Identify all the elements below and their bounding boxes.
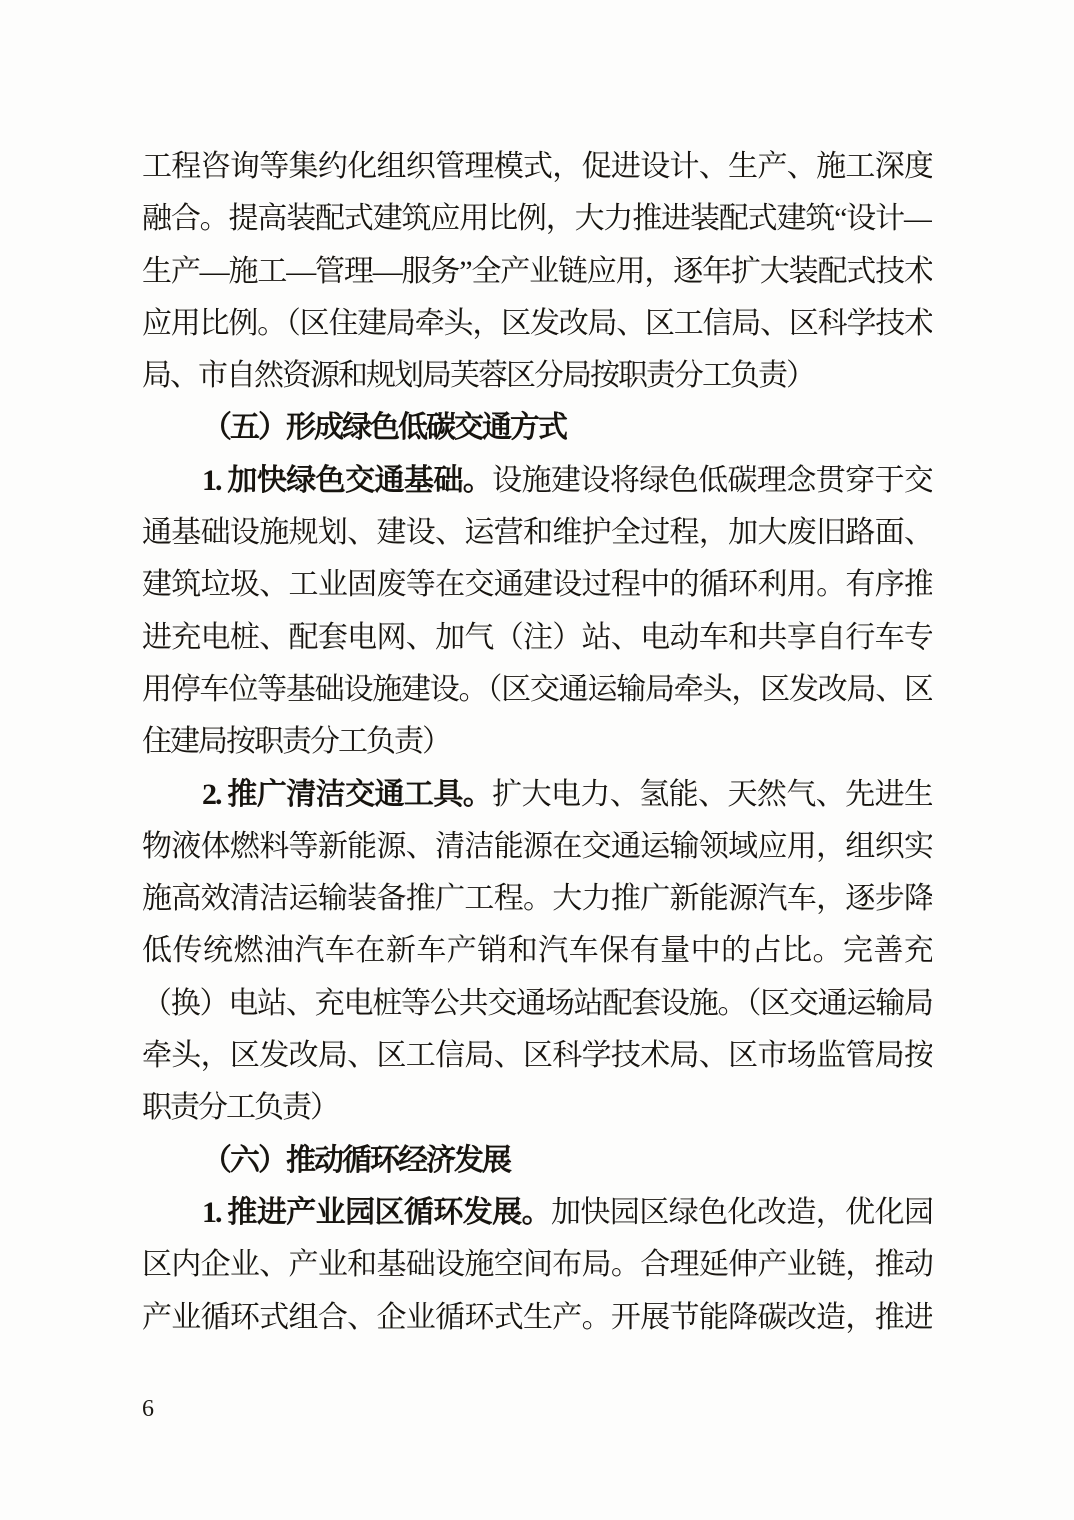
line-text: 住建局按职责分工负责） bbox=[142, 725, 450, 759]
text-line bbox=[142, 507, 932, 559]
text-line bbox=[142, 246, 932, 298]
line-text: 牵头，区发改局、区工信局、区科学技术局、区市场监管局按 bbox=[142, 1039, 932, 1073]
text-line bbox=[142, 821, 932, 873]
line-text: 职责分工负责） bbox=[142, 1091, 338, 1125]
page-number: 6 bbox=[142, 1396, 154, 1422]
text-line bbox=[142, 559, 932, 611]
text-line bbox=[142, 1239, 932, 1291]
line-text: 区内企业、产业和基础设施空间布局。合理延伸产业链，推动 bbox=[142, 1248, 932, 1282]
line-text: 加快园区绿色化改造，优化园 bbox=[551, 1195, 932, 1229]
text-line bbox=[142, 1030, 932, 1082]
line-text: 建筑垃圾、工业固废等在交通建设过程中的循环利用。有序推 bbox=[142, 568, 932, 602]
line-text: 扩大电力、氢能、天然气、先进生 bbox=[492, 777, 932, 811]
text-line bbox=[142, 1187, 932, 1239]
line-text: 局、市自然资源和规划局芙蓉区分局按职责分工负责） bbox=[142, 359, 814, 393]
line-text: （换）电站、充电桩等公共交通场站配套设施。（区交通运输局 bbox=[142, 986, 932, 1020]
section-heading bbox=[142, 402, 932, 454]
text-line bbox=[142, 664, 932, 716]
paragraph-lead: 1. 推进产业园区循环发展。 bbox=[202, 1195, 551, 1229]
line-text: 产业循环式组合、企业循环式生产。开展节能降碳改造，推进 bbox=[142, 1300, 932, 1334]
text-line bbox=[142, 141, 932, 193]
line-text: 应用比例。（区住建局牵头，区发改局、区工信局、区科学技术 bbox=[142, 306, 932, 340]
document-body bbox=[142, 141, 932, 1344]
text-line bbox=[142, 455, 932, 507]
line-text: 通基础设施规划、建设、运营和维护全过程，加大废旧路面、 bbox=[142, 516, 932, 550]
line-text: 物液体燃料等新能源、清洁能源在交通运输领域应用，组织实 bbox=[142, 829, 932, 863]
text-line bbox=[142, 1292, 932, 1344]
line-text: 低传统燃油汽车在新车产销和汽车保有量中的占比。完善充 bbox=[142, 934, 932, 968]
line-text: 生产—施工—管理—服务”全产业链应用，逐年扩大装配式技术 bbox=[142, 254, 932, 288]
text-line bbox=[142, 769, 932, 821]
text-line bbox=[142, 1082, 932, 1134]
text-line bbox=[142, 350, 932, 402]
line-text: 设施建设将绿色低碳理念贯穿于交 bbox=[492, 463, 932, 497]
text-line bbox=[142, 716, 932, 768]
line-text: 工程咨询等集约化组织管理模式，促进设计、生产、施工深度 bbox=[142, 150, 932, 183]
line-text: 用停车位等基础设施建设。（区交通运输局牵头，区发改局、区 bbox=[142, 672, 932, 706]
section-heading bbox=[142, 1135, 932, 1187]
text-line bbox=[142, 925, 932, 977]
paragraph-lead: 1. 加快绿色交通基础。 bbox=[202, 463, 493, 497]
text-line bbox=[142, 298, 932, 350]
line-text: 融合。提高装配式建筑应用比例，大力推进装配式建筑“设计— bbox=[142, 202, 932, 236]
heading-text: （五）形成绿色低碳交通方式 bbox=[202, 411, 566, 445]
text-line bbox=[142, 193, 932, 245]
text-line bbox=[142, 612, 932, 664]
text-line bbox=[142, 978, 932, 1030]
paragraph-lead: 2. 推广清洁交通工具。 bbox=[202, 777, 493, 811]
line-text: 进充电桩、配套电网、加气（注）站、电动车和共享自行车专 bbox=[142, 620, 932, 654]
heading-text: （六）推动循环经济发展 bbox=[202, 1143, 510, 1177]
line-text: 施高效清洁运输装备推广工程。大力推广新能源汽车，逐步降 bbox=[142, 882, 932, 916]
text-line bbox=[142, 873, 932, 925]
